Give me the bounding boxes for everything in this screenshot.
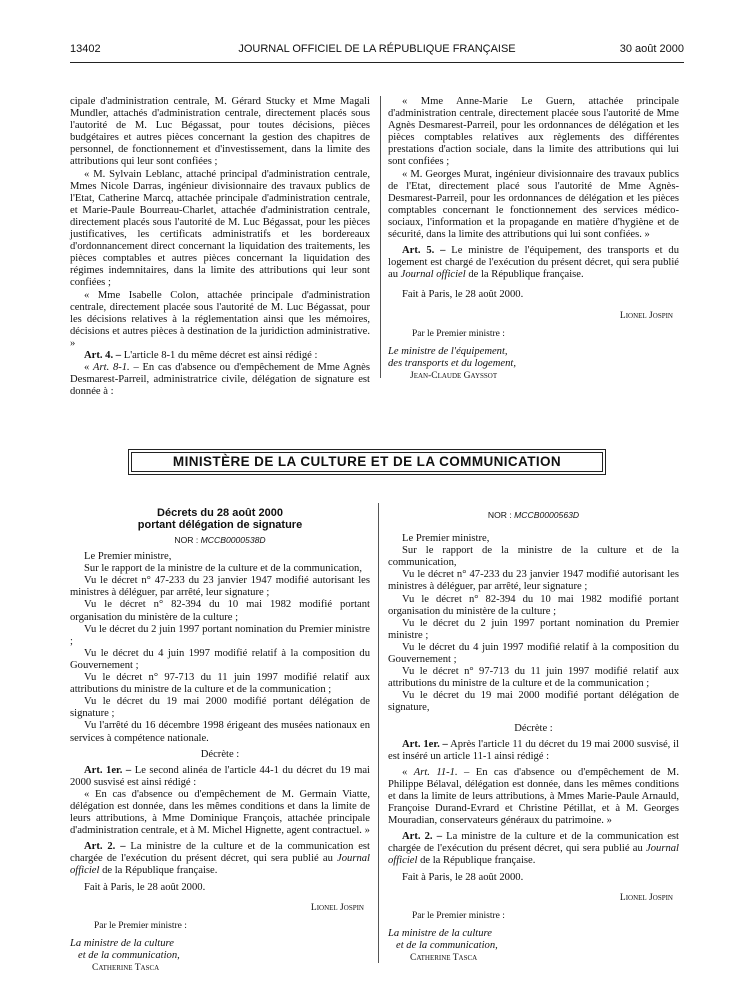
paragraph: Vu le décret du 19 mai 2000 modifié portant délégation de signature, (388, 690, 679, 714)
decree-subtitle: portant délégation de signature (137, 519, 303, 531)
paragraph: « Mme Isabelle Colon, attachée principale d'administration centrale, directement placée sous l'autorité de M. Luc Bégassat, pour les décisions relatives à la réglementation ainsi que les mémoires, décisions et autres pièces à destination de la juridiction administrative. » (70, 289, 370, 349)
column-divider (380, 96, 381, 378)
article-5: Art. 5. – Le ministre de l'équipement, des transports et du logement est chargé de l'exécution du présent décret, qui sera publié au Journal officiel de la République française. (388, 245, 680, 281)
paragraph: Vu le décret du 4 juin 1997 modifié relatif à la composition du Gouvernement ; (388, 641, 679, 666)
paragraph: Vu l'arrêté du 16 décembre 1998 érigeant des musées nationaux en services à compétence nationale. (70, 720, 370, 744)
article-label: Art. 5. – (402, 245, 446, 257)
nor-reference: NOR : MCCB0000538D (174, 535, 266, 545)
article-label: Art. 2. – (84, 841, 126, 853)
minister-name: Catherine Tasca (410, 953, 478, 963)
paragraph: « En cas d'absence ou d'empêchement de M. Germain Viatte, délégation est donnée, dans les mêmes conditions et dans la limite de leurs attributions, à Mme Dominique François, attachée principale d'administration centrale, et à M. Michel Hignette, agent contractuel. » (70, 788, 370, 837)
fait-a-paris: Fait à Paris, le 28 août 2000. (402, 289, 524, 301)
signature-name: Lionel Jospin (619, 892, 673, 903)
article-label: Art. 11-1. (413, 766, 458, 778)
ministry-banner-text: MINISTÈRE DE LA CULTURE ET DE LA COMMUNICATION (131, 452, 603, 472)
article-11-1: « Art. 11-1. – En cas d'absence ou d'empêchement de M. Philippe Bélaval, délégation est donnée, dans les mêmes conditions et dans la limite de leurs attributions, à Mmes Marie-Paule Arnauld, Françoise Durand-Evrard et Christine Pétillat, et à M. Georges Mouradian, conservateurs généraux du patrimoine. » (388, 766, 679, 827)
paragraph: Vu le décret du 19 mai 2000 modifié portant délégation de signature ; (70, 696, 370, 720)
paragraph: Sur le rapport de la ministre de la culture et de la communication, (388, 545, 679, 569)
page-header (70, 43, 684, 61)
minister-title: Le ministre de l'équipement, (388, 345, 508, 357)
bottom-left-column (70, 507, 370, 974)
paragraph: Vu le décret du 4 juin 1997 modifié relatif à la composition du Gouvernement ; (70, 647, 370, 671)
article-label: Art. 2. – (402, 831, 442, 843)
article-4: Art. 4. – L'article 8-1 du même décret est ainsi rédigé : (84, 349, 318, 361)
bottom-right-column (388, 507, 679, 964)
article-label: Art. 1er. – (402, 738, 448, 750)
decree-title: Décrets du 28 août 2000 (157, 507, 283, 519)
minister-title: et de la communication, (78, 949, 180, 961)
paragraph: Sur le rapport de la ministre de la culture et de la communication, (84, 563, 362, 575)
ministry-banner (128, 449, 606, 475)
header-rule (70, 62, 684, 63)
par-le-premier-ministre: Par le Premier ministre : (412, 910, 505, 921)
issue-date: 30 août 2000 (619, 43, 684, 55)
paragraph: Vu le décret n° 47-233 du 23 janvier 1947 modifié autorisant les ministres à déléguer, par arrêté, leur signature ; (388, 569, 679, 593)
article-label: Art. 1er. – (84, 764, 132, 776)
paragraph: « M. Georges Murat, ingénieur divisionnaire des travaux publics de l'Etat, directement placé sous l'autorité de Mme Agnès-Desmarest-Parreil, pour les ordonnances de délégation et les pièces comptables concernant le fonctionnement des services médico-sociaux, l'information et la propagande en matière d'hygiène et de sécurité, dans la limite des attributions qui lui sont confiées. » (388, 168, 679, 241)
paragraph: Vu le décret du 2 juin 1997 portant nomination du Premier ministre ; (70, 623, 370, 647)
page-number: 13402 (70, 43, 101, 55)
journal-title: JOURNAL OFFICIEL DE LA RÉPUBLIQUE FRANÇAISE (238, 43, 516, 55)
minister-title: des transports et du logement, (388, 357, 516, 369)
par-le-premier-ministre: Par le Premier ministre : (94, 920, 187, 931)
paragraph: Vu le décret n° 97-713 du 11 juin 1997 modifié relatif aux attributions du ministre de la culture et de la communication ; (388, 666, 679, 690)
par-le-premier-ministre: Par le Premier ministre : (412, 328, 505, 339)
minister-title: La ministre de la culture (70, 937, 174, 949)
top-left-column (70, 96, 370, 398)
decrete: Décrète : (200, 748, 240, 760)
article-1: Art. 1er. – Après l'article 11 du décret du 19 mai 2000 susvisé, il est inséré un article 11-1 ainsi rédigé : (388, 738, 680, 762)
article-2: Art. 2. – La ministre de la culture et de la communication est chargée de l'exécution du présent décret, qui sera publié au Journal officiel de la République française. (388, 831, 679, 867)
paragraph: Vu le décret n° 97-713 du 11 juin 1997 modifié relatif aux attributions du ministre de la culture et de la communication ; (70, 672, 370, 696)
minister-name: Jean-Claude Gayssot (410, 370, 498, 381)
decrete: Décrète : (514, 722, 553, 734)
paragraph: Le Premier ministre, (84, 551, 172, 563)
minister-title: La ministre de la culture (388, 927, 492, 939)
article-1: Art. 1er. – Le second alinéa de l'article 44-1 du décret du 19 mai 2000 susvisé est ainsi rédigé : (70, 764, 371, 788)
article-8-1: « Art. 8-1. – En cas d'absence ou d'empêchement de Mme Agnès Desmarest-Parreil, administratrice civile, délégation de signature est donnée à : (70, 362, 370, 398)
paragraph: Vu le décret n° 82-394 du 10 mai 1982 modifié portant organisation du ministère de la culture ; (388, 593, 679, 617)
minister-title: et de la communication, (396, 939, 498, 951)
signature-name: Lionel Jospin (619, 310, 673, 321)
paragraph: Vu le décret n° 82-394 du 10 mai 1982 modifié portant organisation du ministère de la culture ; (70, 599, 370, 623)
top-right-column (388, 96, 679, 382)
signature-name: Lionel Jospin (310, 902, 364, 913)
paragraph: Vu le décret n° 47-233 du 23 janvier 1947 modifié autorisant les ministres à déléguer, par arrêté, leur signature ; (70, 575, 370, 599)
article-2: Art. 2. – La ministre de la culture et de la communication est chargée de l'exécution du présent décret, qui sera publié au Journal officiel de la République française. (70, 841, 370, 877)
article-label: Art. 4. – (84, 349, 122, 361)
paragraph: cipale d'administration centrale, M. Gérard Stucky et Mme Magali Mundler, attachés d'administration centrale, directement placés sous l'autorité de M. Luc Bégassat, pour toutes décisions, pièces budgétaires et autres pièces concernant la gestion des chapitres de personnel, de fonctionnement et d'investissement, dans la limite des attributions qui leur sont confiées ; (70, 96, 370, 168)
fait-a-paris: Fait à Paris, le 28 août 2000. (402, 871, 524, 883)
paragraph: Le Premier ministre, (402, 533, 490, 545)
article-label: Art. 8-1. (93, 362, 130, 374)
column-divider (378, 503, 379, 963)
nor-reference: NOR : MCCB0000563D (487, 510, 580, 520)
fait-a-paris: Fait à Paris, le 28 août 2000. (84, 881, 206, 893)
paragraph: « Mme Anne-Marie Le Guern, attachée principale d'administration centrale, directement placée sous l'autorité de Mme Agnès Desmarest-Parreil, pour les ordonnances de délégation et les pièces comptables relatives aux règlements des différentes prestations d'action sociale, dans la limite des attributions qui lui sont confiées ; (388, 96, 679, 168)
paragraph: Vu le décret du 2 juin 1997 portant nomination du Premier ministre ; (388, 617, 679, 641)
paragraph: « M. Sylvain Leblanc, attaché principal d'administration centrale, Mmes Nicole Darras, ingénieur divisionnaire des travaux publics de l'Etat, Catherine Marcq, attachée principale d'administration centrale, et Marie-Paule Bourreau-Charlet, attachée d'administration centrale, directement placés sous l'autorité de M. Luc Bégassat, pour les pièces justificatives, les certificats administratifs et les bordereaux d'ordonnancement direct concernant la liquidation des traitements, les pièces comptables et autres pièces concernant la liquidation des régimes indemnitaires, dans la limite des attributions qui leur sont confiées ; (70, 168, 370, 289)
minister-name: Catherine Tasca (92, 963, 160, 973)
